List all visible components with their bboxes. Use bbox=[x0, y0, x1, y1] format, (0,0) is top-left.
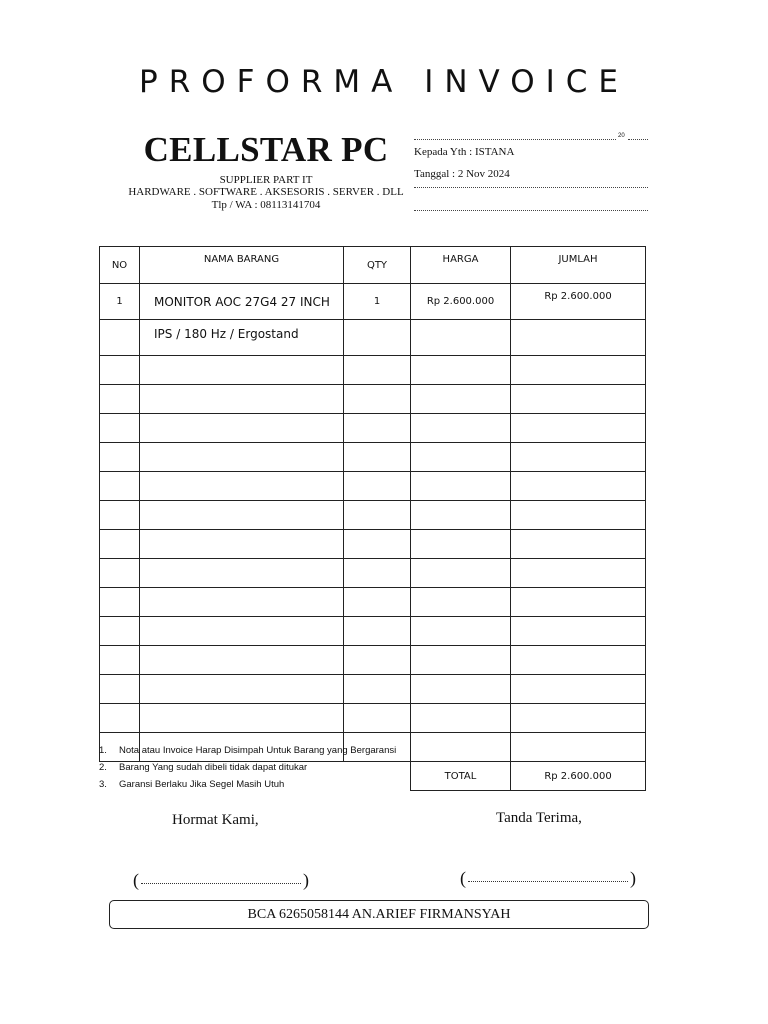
cell-price bbox=[411, 675, 511, 704]
cell-amount bbox=[511, 414, 646, 443]
cell-item-name bbox=[140, 704, 344, 733]
cell-amount bbox=[511, 443, 646, 472]
total-label: TOTAL bbox=[411, 762, 511, 791]
recipient-to: Kepada Yth : ISTANA bbox=[414, 146, 515, 158]
table-row bbox=[100, 320, 646, 356]
document-title: PROFORMA INVOICE bbox=[139, 64, 629, 100]
cell-price bbox=[411, 501, 511, 530]
header-no: NO bbox=[100, 247, 140, 284]
cell-amount bbox=[511, 356, 646, 385]
table-row bbox=[100, 588, 646, 617]
cell-price bbox=[411, 356, 511, 385]
table-row bbox=[100, 675, 646, 704]
signature-line-sender: ( ) bbox=[133, 870, 309, 890]
cell-amount bbox=[511, 675, 646, 704]
cell-item-name bbox=[140, 385, 344, 414]
table-row bbox=[100, 530, 646, 559]
cell-item-name bbox=[140, 443, 344, 472]
signature-label-sender: Hormat Kami, bbox=[172, 812, 259, 828]
header-qty: QTY bbox=[344, 247, 411, 284]
table-row bbox=[100, 646, 646, 675]
cell-no bbox=[100, 617, 140, 646]
table-row bbox=[100, 617, 646, 646]
cell-qty bbox=[344, 385, 411, 414]
invoice-date: Tanggal : 2 Nov 2024 bbox=[414, 168, 510, 180]
company-categories: HARDWARE . SOFTWARE . AKSESORIS . SERVER . DLL bbox=[128, 186, 404, 198]
cell-qty bbox=[344, 530, 411, 559]
cell-no bbox=[100, 501, 140, 530]
table-row bbox=[100, 356, 646, 385]
total-value: Rp 2.600.000 bbox=[511, 762, 646, 791]
address-dotted-line-1 bbox=[414, 187, 648, 188]
cell-item-name bbox=[140, 646, 344, 675]
cell-qty bbox=[344, 443, 411, 472]
signature-label-receiver: Tanda Terima, bbox=[496, 810, 582, 826]
cell-price bbox=[411, 414, 511, 443]
cell-amount bbox=[511, 501, 646, 530]
company-contact: Tlp / WA : 08113141704 bbox=[211, 199, 321, 211]
cell-item-name bbox=[140, 559, 344, 588]
items-table bbox=[99, 246, 646, 791]
cell-qty bbox=[344, 704, 411, 733]
table-row bbox=[100, 414, 646, 443]
table-row bbox=[100, 501, 646, 530]
table-row bbox=[100, 284, 646, 320]
cell-qty bbox=[344, 356, 411, 385]
cell-price bbox=[411, 472, 511, 501]
cell-qty bbox=[344, 320, 411, 356]
cell-item-name bbox=[140, 530, 344, 559]
cell-amount bbox=[511, 646, 646, 675]
cell-qty: 1 bbox=[344, 284, 411, 320]
cell-qty bbox=[344, 559, 411, 588]
cell-no bbox=[100, 414, 140, 443]
date-dotted-line bbox=[414, 139, 616, 140]
cell-no bbox=[100, 646, 140, 675]
table-header-row bbox=[100, 247, 646, 284]
cell-amount: Rp 2.600.000 bbox=[511, 284, 646, 320]
cell-item-name bbox=[140, 588, 344, 617]
cell-qty bbox=[344, 675, 411, 704]
cell-amount bbox=[511, 617, 646, 646]
table-row bbox=[100, 443, 646, 472]
cell-price bbox=[411, 443, 511, 472]
cell-qty bbox=[344, 472, 411, 501]
header-item-name: NAMA BARANG bbox=[140, 247, 344, 284]
cell-item-name bbox=[140, 472, 344, 501]
cell-amount bbox=[511, 588, 646, 617]
table-row bbox=[100, 385, 646, 414]
cell-no bbox=[100, 356, 140, 385]
cell-amount bbox=[511, 320, 646, 356]
company-subtitle: SUPPLIER PART IT bbox=[219, 174, 313, 186]
table-row bbox=[100, 472, 646, 501]
company-name: CELLSTAR PC bbox=[143, 130, 389, 169]
cell-item-name bbox=[140, 501, 344, 530]
cell-no bbox=[100, 704, 140, 733]
cell-qty bbox=[344, 588, 411, 617]
signature-line-receiver: ( ) bbox=[460, 868, 636, 888]
cell-no bbox=[100, 443, 140, 472]
address-dotted-line-2 bbox=[414, 210, 648, 211]
cell-qty bbox=[344, 617, 411, 646]
notes-list bbox=[99, 742, 409, 793]
cell-amount bbox=[511, 472, 646, 501]
note-item: 1. Nota atau Invoice Harap Disimpah Untuk Barang yang Bergaransi bbox=[99, 745, 397, 756]
cell-item-name bbox=[140, 414, 344, 443]
cell-amount bbox=[511, 530, 646, 559]
cell-amount bbox=[511, 385, 646, 414]
cell-price bbox=[411, 617, 511, 646]
cell-amount bbox=[511, 704, 646, 733]
cell-price bbox=[411, 530, 511, 559]
header-amount: JUMLAH bbox=[511, 247, 646, 284]
table-row bbox=[100, 559, 646, 588]
cell-no bbox=[100, 530, 140, 559]
cell-item-name: MONITOR AOC 27G4 27 INCH bbox=[140, 284, 344, 320]
year-prefix: 20 bbox=[618, 133, 625, 139]
cell-price bbox=[411, 320, 511, 356]
cell-price bbox=[411, 646, 511, 675]
table-row bbox=[100, 704, 646, 733]
cell-no bbox=[100, 472, 140, 501]
year-dotted-line bbox=[628, 139, 648, 140]
cell-amount bbox=[511, 733, 646, 762]
cell-no bbox=[100, 588, 140, 617]
cell-no bbox=[100, 675, 140, 704]
cell-price bbox=[411, 588, 511, 617]
header-price: HARGA bbox=[411, 247, 511, 284]
cell-no: 1 bbox=[100, 284, 140, 320]
cell-qty bbox=[344, 414, 411, 443]
cell-price bbox=[411, 559, 511, 588]
cell-price bbox=[411, 704, 511, 733]
cell-no bbox=[100, 385, 140, 414]
cell-qty bbox=[344, 646, 411, 675]
cell-price: Rp 2.600.000 bbox=[411, 284, 511, 320]
note-item: 3. Garansi Berlaku Jika Segel Masih Utuh bbox=[99, 779, 285, 790]
cell-qty bbox=[344, 501, 411, 530]
cell-price bbox=[411, 385, 511, 414]
cell-item-name bbox=[140, 356, 344, 385]
cell-price bbox=[411, 733, 511, 762]
note-item: 2. Barang Yang sudah dibeli tidak dapat ditukar bbox=[99, 762, 308, 773]
bank-account-box: BCA 6265058144 AN.ARIEF FIRMANSYAH bbox=[109, 900, 649, 929]
cell-item-name bbox=[140, 617, 344, 646]
cell-no bbox=[100, 559, 140, 588]
cell-amount bbox=[511, 559, 646, 588]
cell-no bbox=[100, 320, 140, 356]
cell-item-name bbox=[140, 675, 344, 704]
cell-item-name: IPS / 180 Hz / Ergostand bbox=[140, 320, 344, 356]
